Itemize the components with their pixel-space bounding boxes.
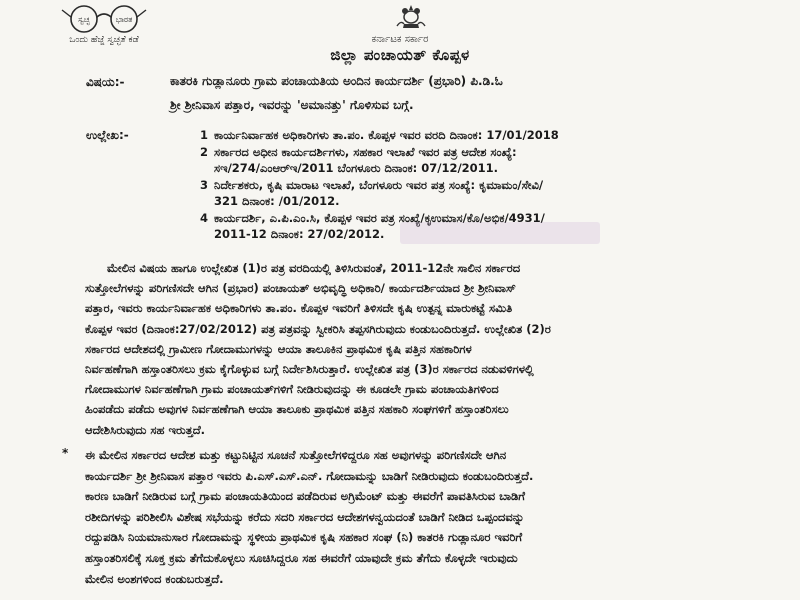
- reference-item: [200, 177, 795, 210]
- paragraph-line: ರದ್ದುಪಡಿಸಿ ನಿಯಮಾನುಸಾರ ಗೋದಾಮನ್ನು ಸ್ಥಳೀಯ ಪ್ರಾಥಮಿಕ ಕೃಷಿ ಸಹಕಾರ ಸಂಘ (ನಿ) ಕಾತರಕಿ ಗುಡ್ಲಾನೂರ ಇವರಿಗೆ: [85, 530, 523, 545]
- paragraph-line: ಕಾರ್ಯದರ್ಶಿ ಶ್ರೀ ಶ್ರೀನಿವಾಸ ಪತ್ತಾರ ಇವರು ಪಿ.ಎಸ್.ಎಸ್.ಎನ್. ಗೋದಾಮನ್ನು ಬಾಡಿಗೆ ನೀಡಿರುವುದು ಕಂಡುಬಂದಿರುತ್ತದೆ.: [85, 468, 534, 483]
- bullet-marker: *: [62, 446, 69, 460]
- paragraph-line: ಮೇಲಿನ ವಿಷಯ ಹಾಗೂ ಉಲ್ಲೇಖಿತ (1)ರ ಪತ್ರ ವರದಿಯಲ್ಲಿ ತಿಳಿಸಿರುವಂತೆ, 2011-12ನೇ ಸಾಲಿನ ಸರ್ಕಾರದ: [107, 261, 521, 275]
- references-label: ಉಲ್ಲೇಖ:-: [86, 128, 129, 142]
- state-emblem-icon: [391, 2, 431, 32]
- body-paragraph-2: [85, 445, 790, 589]
- reference-line: ಸರ್ಕಾರದ ಅಧೀನ ಕಾರ್ಯದರ್ಶಿಗಳು, ಸಹಕಾರ ಇಲಾಖೆ ಇವರ ಪತ್ರ ಆದೇಶ ಸಂಖ್ಯೆ:: [214, 144, 517, 159]
- reference-line: ನಿರ್ದೇಶಕರು, ಕೃಷಿ ಮಾರಾಟ ಇಲಾಖೆ, ಬೆಂಗಳೂರು ಇವರ ಪತ್ರ ಸಂಖ್ಯೆ: ಕೃಮಾಮಂ/ಸೇವಿ/: [214, 177, 544, 192]
- paragraph-line: ಪತ್ತಾರ, ಇವರು ಕಾರ್ಯನಿರ್ವಾಹಕ ಅಧಿಕಾರಿಗಳು ತಾ.ಪಂ. ಕೊಪ್ಪಳ ಇವರಿಗೆ ತಿಳಿಸದೇ ಕೃಷಿ ಉತ್ಪನ್ನ ಮಾರುಕಟ್ಟೆ ಸಮಿತಿ: [85, 301, 513, 316]
- paragraph-line: ಕಾರಣ ಬಾಡಿಗೆ ನೀಡಿರುವ ಬಗ್ಗೆ ಗ್ರಾಮ ಪಂಚಾಯತಿಯಿಂದ ಪಡೆದಿರುವ ಅಗ್ರಿಮೆಂಟ್ ಮತ್ತು ಈವರೆಗೆ ಪಾವತಿಸಿರುವ ಬಾಡಿಗೆ: [85, 489, 525, 504]
- paragraph-line: ಈ ಮೇಲಿನ ಸರ್ಕಾರದ ಆದೇಶ ಮತ್ತು ಕಟ್ಟುನಿಟ್ಟಿನ ಸೂಚನೆ ಸುತ್ತೋಲೆಗಳಿದ್ದರೂ ಸಹ ಅವುಗಳನ್ನು ಪರಿಗಣಿಸದೇ ಆಗಿನ: [85, 448, 507, 462]
- reference-line: 2011-12 ದಿನಾಂಕ: 27/02/2012.: [214, 227, 385, 241]
- paragraph-line: ಆದೇಶಿಸಿರುವುದು ಸಹ ಇರುತ್ತದೆ.: [85, 422, 206, 437]
- paragraph-line: ಸರ್ಕಾರದ ಆದೇಶದಲ್ಲಿ ಗ್ರಾಮೀಣ ಗೋದಾಮುಗಳನ್ನು ಆಯಾ ತಾಲೂಕಿನ ಪ್ರಾಥಮಿಕ ಕೃಷಿ ಪತ್ತಿನ ಸಹಕಾರಿಗಳ: [85, 341, 472, 356]
- government-line: ಕರ್ನಾಟಕ ಸರ್ಕಾರ: [371, 34, 429, 45]
- reference-line: ಕಾರ್ಯನಿರ್ವಾಹಕ ಅಧಿಕಾರಿಗಳು ತಾ.ಪಂ. ಕೊಪ್ಪಳ ಇವರ ವರದಿ ದಿನಾಂಕ: 17/01/2018: [214, 128, 559, 142]
- reference-line: 321 ದಿನಾಂಕ: /01/2012.: [214, 194, 340, 208]
- subject-text: [170, 69, 780, 117]
- stamp-smudge: [400, 222, 600, 244]
- spectacles-icon: [58, 2, 150, 34]
- reference-line: ಸಇ/274/ಎಂಆರ್‌ಇ/2011 ಬೆಂಗಳೂರು ದಿನಾಂಕ: 07/12/2011.: [214, 161, 499, 175]
- paragraph-line: ಗೋದಾಮುಗಳ ನಿರ್ವಹಣೆಗಾಗಿ ಗ್ರಾಮ ಪಂಚಾಯತ್‌ಗಳಿಗೆ ನೀಡಿರುವುದನ್ನು ಈ ಕೂಡಲೇ ಗ್ರಾಮ ಪಂಚಾಯತಿಗಳಿಂದ: [85, 382, 499, 397]
- body-paragraph-1: [85, 258, 790, 440]
- paragraph-line: ಹಿಂಪಡೆದು ಪಡೆದು ಅವುಗಳ ನಿರ್ವಹಣೆಗಾಗಿ ಆಯಾ ತಾಲೂಕು ಪ್ರಾಥಮಿಕ ಪತ್ತಿನ ಸಹಕಾರಿ ಸಂಘಗಳಿಗೆ ಹಸ್ತಾಂತರಿಸಲು: [85, 402, 509, 417]
- paragraph-line: ಮೇಲಿನ ಅಂಶಗಳಿಂದ ಕಂಡುಬರುತ್ತದೆ.: [85, 571, 224, 586]
- reference-number: 4: [200, 210, 209, 225]
- paragraph-line: ರಶೀದಿಗಳನ್ನು ಪರಿಶೀಲಿಸಿ ವಿಶೇಷ ಸಭೆಯನ್ನು ಕರೆದು ಸದರಿ ಸರ್ಕಾರದ ಆದೇಶಗಳನ್ವಯದಂತೆ ಬಾಡಿಗೆ ನೀಡಿದ ಒಪ್ಪಂದವನ್ನು: [85, 509, 525, 524]
- subject-line: ಕಾತರಕಿ ಗುಡ್ಲಾನೂರು ಗ್ರಾಮ ಪಂಚಾಯತಿಯ ಅಂದಿನ ಕಾರ್ಯದರ್ಶಿ (ಪ್ರಭಾರಿ) ಪಿ.ಡಿ.ಓ: [170, 74, 503, 88]
- paragraph-line: ಸುತ್ತೋಲೆಗಳನ್ನು ಪರಿಗಣಿಸದೇ ಆಗಿನ (ಪ್ರಭಾರ) ಪಂಚಾಯತ್ ಅಭಿವೃದ್ಧಿ ಅಧಿಕಾರಿ/ ಕಾರ್ಯದರ್ಶಿಯಾದ ಶ್ರೀ ಶ್ರೀನಿವಾಸ್: [85, 281, 516, 296]
- reference-number: 3: [200, 177, 209, 192]
- paragraph-line: ಕೊಪ್ಪಳ ಇವರ (ದಿನಾಂಕ:27/02/2012) ಪತ್ರ ಪತ್ರವನ್ನು ಸ್ವೀಕರಿಸಿ ತಪ್ಪಸಗಿರುವುದು ಕಂಡುಬಂದಿರುತ್ತದೆ. ಉಲ್ಲೇಖಿತ (2)ರ: [85, 321, 551, 336]
- subject-label: ವಿಷಯ:-: [86, 75, 125, 89]
- logo-tagline: ಒಂದು ಹೆಜ್ಜೆ ಸ್ವಚ್ಛತೆ ಕಡೆ: [69, 35, 139, 45]
- logo-left-text: ಸ್ವಚ್ಛ: [78, 15, 90, 24]
- paragraph-line: ಹಸ್ತಾಂತರಿಸಲಿಕ್ಕೆ ಸೂಕ್ತ ಕ್ರಮ ತೆಗೆದುಕೊಳ್ಳಲು ಸೂಚಿಸಿದ್ದರೂ ಸಹ ಈವರೆಗೆ ಯಾವುದೇ ಕ್ರಮ ತೆಗೆದು ಕೊಳ್ಳದೇ ಇರುವುದು: [85, 550, 518, 565]
- logo-right-text: ಭಾರತ: [115, 15, 133, 24]
- reference-line: ಕಾರ್ಯದರ್ಶಿ, ಎ.ಪಿ.ಎಂ.ಸಿ, ಕೊಪ್ಪಳ ಇವರ ಪತ್ರ ಸಂಖ್ಯೆ/ಕೃಉಮಾಸ/ಕೊ/ಅಭಿಕ/4931/: [214, 210, 545, 225]
- subject-line: ಶ್ರೀ ಶ್ರೀನಿವಾಸ ಪತ್ತಾರ, ಇವರನ್ನು 'ಅಮಾನತ್ತು' ಗೊಳಿಸುವ ಬಗ್ಗೆ.: [170, 98, 414, 112]
- reference-number: 1: [200, 128, 209, 142]
- office-title: ಜಿಲ್ಲಾ ಪಂಚಾಯತ್ ಕೊಪ್ಪಳ: [330, 46, 470, 64]
- reference-item: [200, 144, 795, 177]
- reference-number: 2: [200, 144, 209, 159]
- reference-item: [200, 127, 795, 144]
- paragraph-line: ನಿರ್ವಹಣೆಗಾಗಿ ಹಸ್ತಾಂತರಿಸಲು ಕ್ರಮ ಕೈಗೊಳ್ಳುವ ಬಗ್ಗೆ ನಿರ್ದೇಶಿಸಿರುತ್ತಾರೆ. ಉಲ್ಲೇಖಿತ ಪತ್ರ (3)ರ ಸರ್ಕಾರದ ನಡುವಳಿಗಳಲ್ಲಿ: [85, 362, 534, 377]
